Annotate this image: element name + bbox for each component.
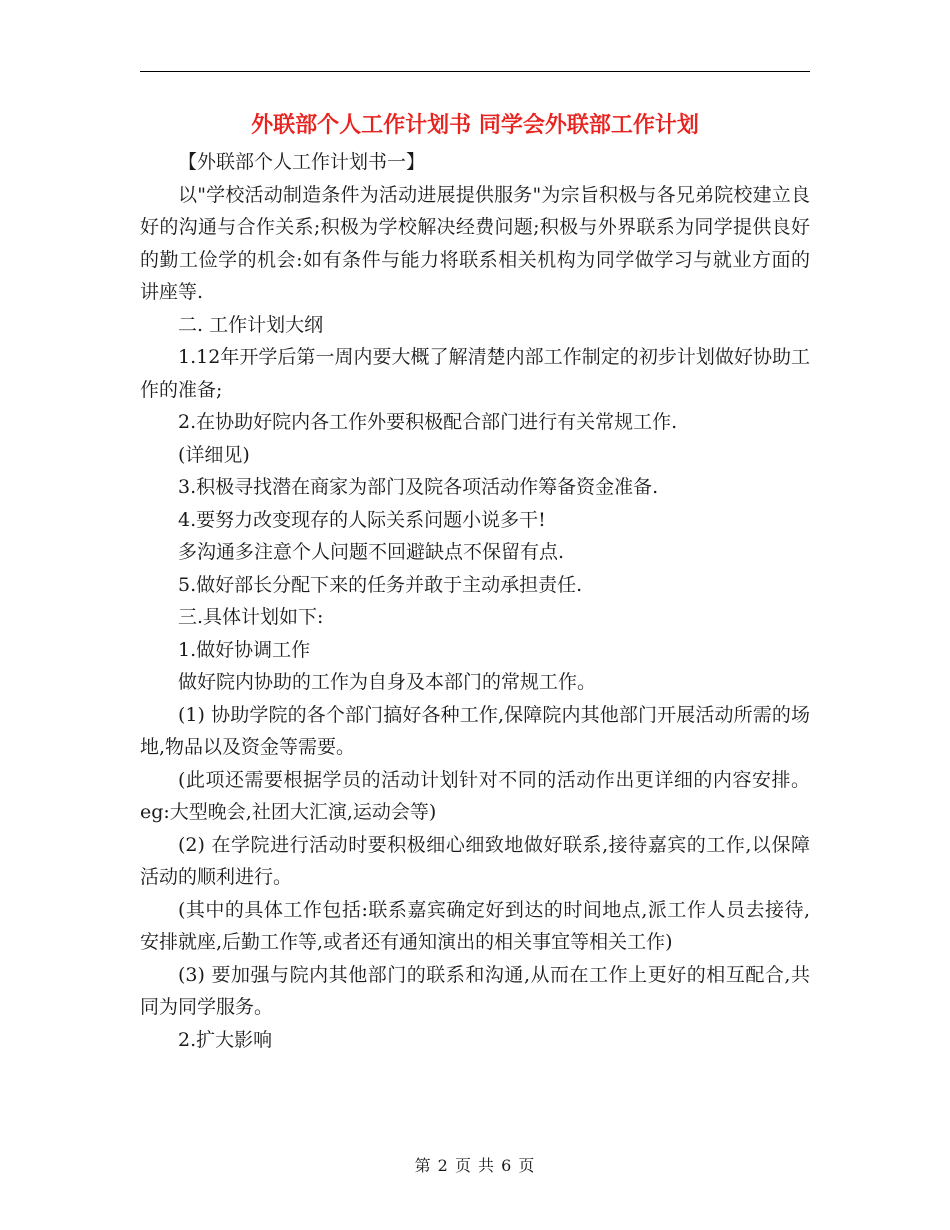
document-body bbox=[140, 146, 810, 1056]
paragraph: 2.在协助好院内各工作外要积极配合部门进行有关常规工作. bbox=[178, 411, 678, 433]
paragraph: 1.做好协调工作 bbox=[178, 638, 311, 661]
paragraph: 5.做好部长分配下来的任务并敢于主动承担责任. bbox=[178, 573, 583, 596]
paragraph: 做好院内协助的工作为自身及本部门的常规工作。 bbox=[178, 671, 597, 693]
paragraph: 3.积极寻找潜在商家为部门及院各项活动作筹备资金准备. bbox=[178, 476, 659, 498]
paragraph: (详细见) bbox=[178, 443, 250, 466]
paragraph: 2.扩大影响 bbox=[178, 1028, 273, 1051]
paragraph: 多沟通多注意个人问题不回避缺点不保留有点. bbox=[178, 541, 565, 563]
section-heading: 【外联部个人工作计划书一】 bbox=[178, 151, 426, 173]
page-number-footer: 第 2 页 共 6 页 bbox=[414, 1156, 536, 1175]
paragraph: (其中的具体工作包括:联系嘉宾确定好到达的时间地点,派工作人员去接待,安排就座,后勤工作等,或者还有通知演出的相关事宜等相关工作) bbox=[140, 898, 810, 953]
paragraph: (3) 要加强与院内其他部门的联系和沟通,从而在工作上更好的相互配合,共同为同学服务。 bbox=[140, 963, 810, 1018]
paragraph: (2) 在学院进行活动时要积极细心细致地做好联系,接待嘉宾的工作,以保障活动的顺利进行。 bbox=[140, 833, 810, 888]
paragraph: (1) 协助学院的各个部门搞好各种工作,保障院内其他部门开展活动所需的场地,物品以及资金等需要。 bbox=[140, 703, 810, 758]
paragraph: 4.要努力改变现存的人际关系问题小说多干! bbox=[178, 508, 546, 531]
paragraph: 1.12年开学后第一周内要大概了解清楚内部工作制定的初步计划做好协助工作的准备; bbox=[140, 346, 810, 401]
paragraph: (此项还需要根据学员的活动计划针对不同的活动作出更详细的内容安排。eg:大型晚会,社团大汇演,运动会等) bbox=[140, 768, 810, 823]
paragraph: 以"学校活动制造条件为活动进展提供服务"为宗旨积极与各兄弟院校建立良好的沟通与合作关系;积极为学校解决经费问题;积极与外界联系为同学提供良好的勤工俭学的机会:如有条件与能力将联系相关机构为同学做学习与就业方面的讲座等. bbox=[140, 183, 810, 303]
header-rule bbox=[140, 71, 810, 72]
document-title: 外联部个人工作计划书 同学会外联部工作计划 bbox=[251, 112, 699, 138]
paragraph: 二. 工作计划大纲 bbox=[178, 313, 324, 336]
paragraph: 三.具体计划如下: bbox=[178, 606, 324, 628]
